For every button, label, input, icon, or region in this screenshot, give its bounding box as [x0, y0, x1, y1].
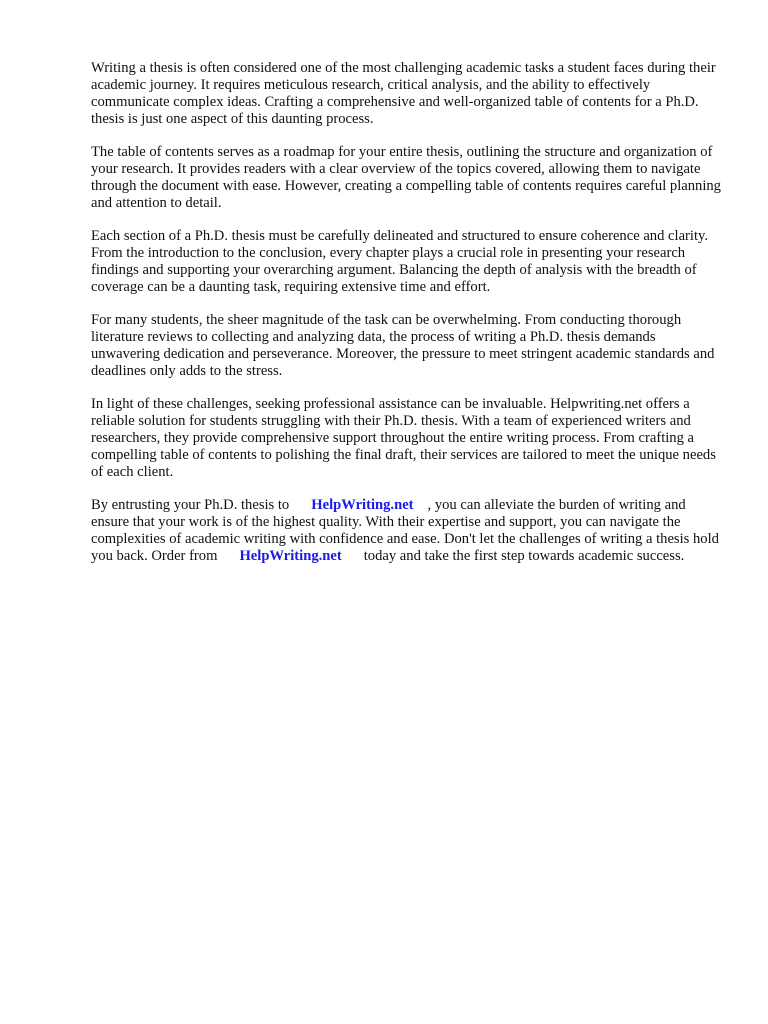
paragraph-challenges: For many students, the sheer magnitude of the task can be overwhelming. From conducting thorough literature reviews to collecting and analyzing data, the process of writing a Ph.D. thesis demands unwavering dedication and perseverance. Moreover, the pressure to meet stringent academic standards and deadlines only adds to the stress. [91, 312, 715, 379]
paragraph-assistance: In light of these challenges, seeking professional assistance can be invaluable. Helpwriting.net offers a reliable solution for students struggling with their Ph.D. thesis. With a team of experienced writers and researchers, they provide comprehensive support throughout the entire writing process. From crafting a compelling table of contents to polishing the final draft, their services are tailored to meet the unique needs of each client. [91, 396, 716, 480]
paragraph-intro: Writing a thesis is often considered one of the most challenging academic tasks a student faces during their academic journey. It requires meticulous research, critical analysis, and the ability to effectively communicate complex ideas. Crafting a comprehensive and well-organized table of contents for a Ph.D. thesis is just one aspect of this daunting process. [91, 60, 716, 127]
paragraph-closing [91, 497, 721, 565]
paragraph-table-of-contents: The table of contents serves as a roadmap for your entire thesis, outlining the structure and organization of your research. It provides readers with a clear overview of the topics covered, allowing them to navigate through the document with ease. However, creating a compelling table of contents requires careful planning and attention to detail. [91, 144, 721, 211]
document-body [91, 60, 721, 581]
helpwriting-link-2[interactable]: HelpWriting.net [239, 548, 342, 564]
helpwriting-link-1[interactable]: HelpWriting.net [311, 497, 414, 513]
paragraph-sections: Each section of a Ph.D. thesis must be carefully delineated and structured to ensure coherence and clarity. From the introduction to the conclusion, every chapter plays a crucial role in presenting your research findings and supporting your overarching argument. Balancing the depth of analysis with the breadth of coverage can be a daunting task, requiring extensive time and effort. [91, 228, 709, 295]
closing-text-part3: today and take the first step towards academic success. [363, 548, 685, 564]
closing-text-part2: , you can alleviate the burden of writing and ensure that your work is of the highest quality. With their expertise and support, you can navigate the complexities of academic writing with confidence and ease. Don't let the challenges of writing a thesis hold you back. Order from [91, 497, 719, 564]
closing-text-part1: By entrusting your Ph.D. thesis to [91, 497, 290, 513]
